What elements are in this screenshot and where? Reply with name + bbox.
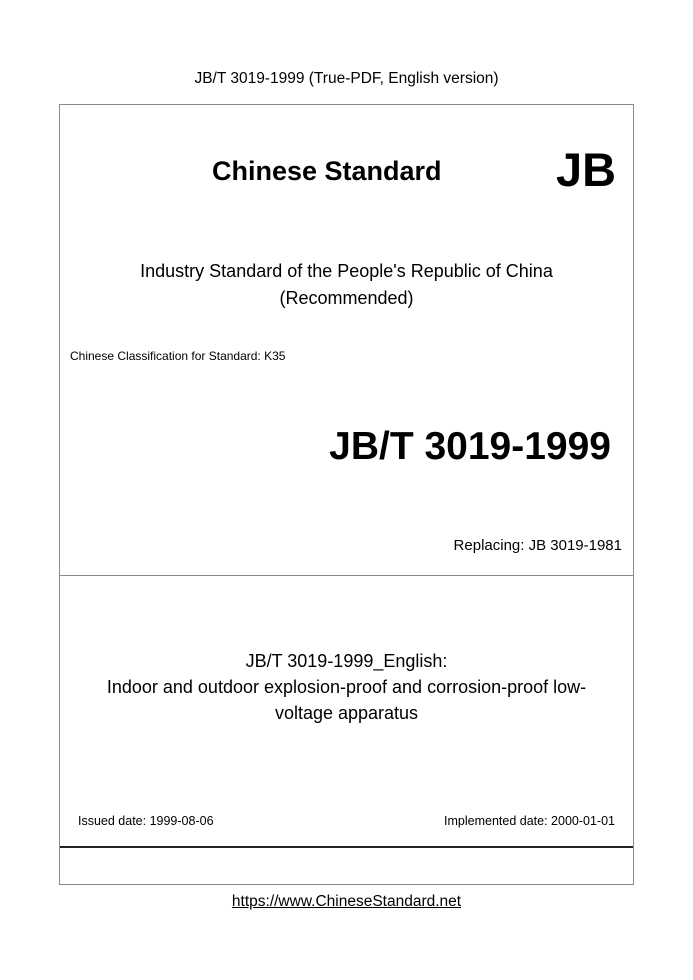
document-title-line-2: Indoor and outdoor explosion-proof and corrosion-proof low- [106,677,587,697]
document-title-line-1: JB/T 3019-1999_English: [245,651,448,671]
standard-number: JB/T 3019-1999 [329,425,611,468]
section-divider [60,575,633,576]
issued-date: Issued date: 1999-08-06 [78,814,214,828]
bottom-divider [60,846,633,848]
replacing-note: Replacing: JB 3019-1981 [453,537,622,554]
subtitle-line-1: Industry Standard of the People's Republic of China [140,261,553,281]
page-header: JB/T 3019-1999 (True-PDF, English version) [194,70,499,87]
subtitle-line-2: (Recommended) [279,288,414,308]
classification-label: Chinese Classification for Standard: K35 [70,349,286,363]
footer [0,893,693,911]
category-code: JB [556,143,617,196]
document-title-line-3: voltage apparatus [274,703,419,723]
document-title [60,648,633,726]
implemented-date: Implemented date: 2000-01-01 [444,814,615,828]
cover-title: Chinese Standard [212,156,442,186]
website-link[interactable]: https://www.ChineseStandard.net [231,893,462,910]
cover-frame [59,104,634,885]
cover-subtitle [60,258,633,312]
